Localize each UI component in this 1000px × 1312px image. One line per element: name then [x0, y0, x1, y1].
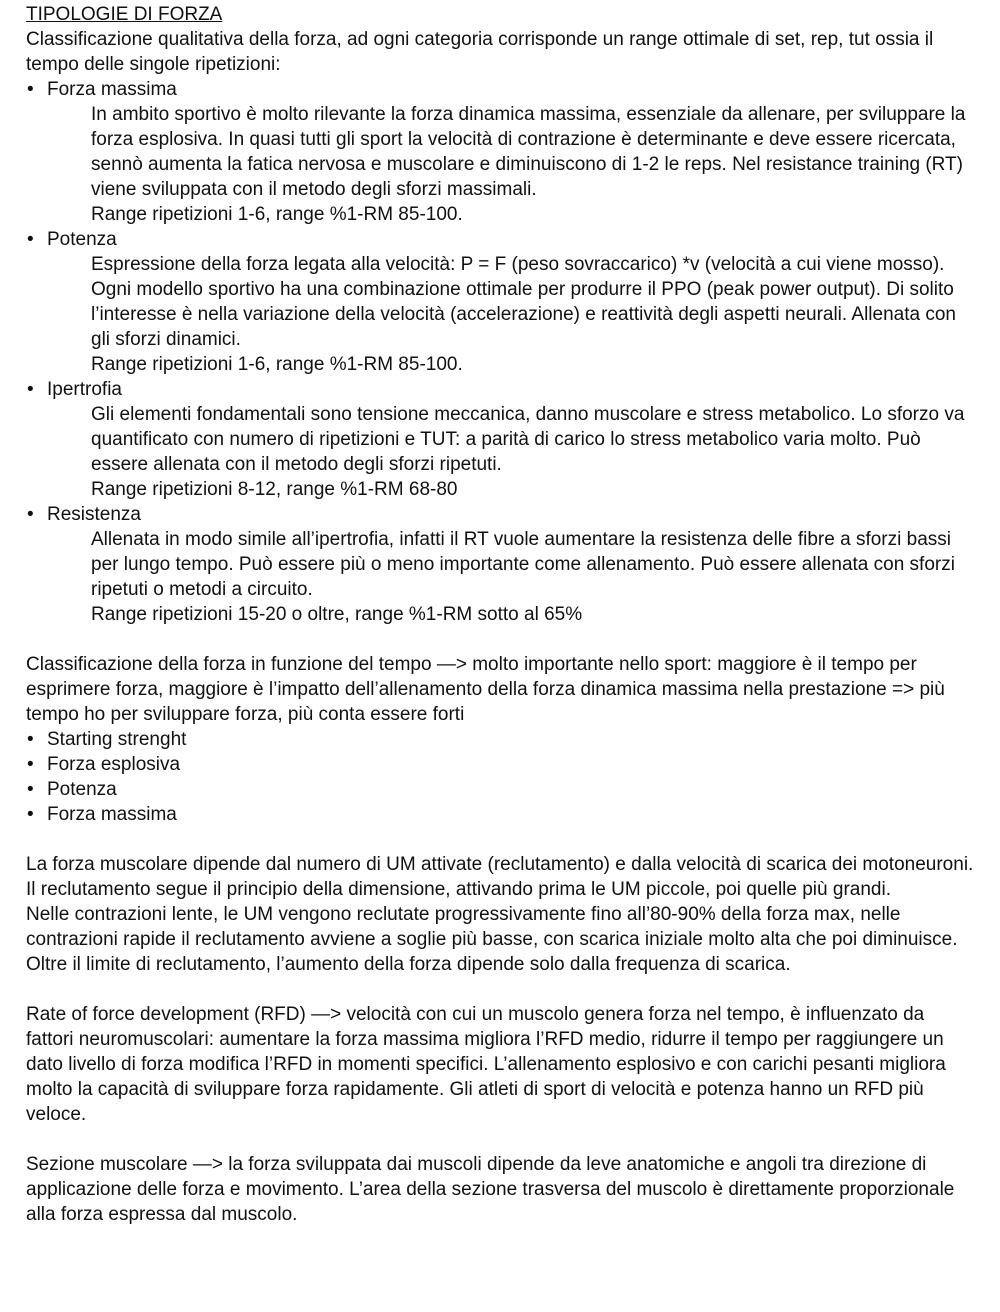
- category-description: Gli elementi fondamentali sono tensione meccanica, danno muscolare e stress metabolico. Lo sforzo va quantificato con numero di ripetizioni e TUT: a parità di carico lo stress metabolico varia molto. Può essere allenata con il metodo degli sforzi ripetuti.: [91, 404, 965, 475]
- spacer: [26, 627, 976, 652]
- category-item-potenza: [26, 227, 976, 377]
- category-item-forza-massima: [26, 77, 976, 227]
- category-name: Forza massima: [47, 79, 177, 100]
- list-item-label: Potenza: [47, 779, 117, 800]
- category-range: Range ripetizioni 1-6, range %1-RM 85-100.: [91, 204, 463, 225]
- list-item: [26, 752, 976, 777]
- document-page: [26, 2, 976, 1227]
- bullet-icon: •: [27, 379, 34, 400]
- bullet-icon: •: [27, 754, 34, 775]
- page-title: TIPOLOGIE DI FORZA: [26, 4, 223, 25]
- category-description: In ambito sportivo è molto rilevante la forza dinamica massima, essenziale da allenare, per sviluppare la forza esplosiva. In quasi tutti gli sport la velocità di contrazione è determinante e deve essere ricercata, sennò aumenta la fatica nervosa e muscolare e diminuiscono di 1-2 le reps. Nel resistance training (RT) viene sviluppata con il metodo degli sforzi massimali.: [91, 104, 966, 200]
- recruitment-detail-paragraph: Nelle contrazioni lente, le UM vengono reclutate progressivamente fino all’80-90% della forza max, nelle contrazioni rapide il reclutamento avviene a soglie più basse, con scarica iniziale molto alta che poi diminuisce. Oltre il limite di reclutamento, l’aumento della forza dipende solo dalla frequenza di scarica.: [26, 904, 958, 975]
- spacer: [26, 977, 976, 1002]
- category-name: Ipertrofia: [47, 379, 122, 400]
- category-body: [47, 252, 976, 377]
- intro-paragraph: Classificazione qualitativa della forza, ad ogni categoria corrisponde un range ottimale di set, rep, tut ossia il tempo delle singole ripetizioni:: [26, 29, 934, 75]
- category-body: [47, 102, 976, 227]
- recruitment-paragraph: La forza muscolare dipende dal numero di UM attivate (reclutamento) e dalla velocità di scarica dei motoneuroni. Il reclutamento segue il principio della dimensione, attivando prima le UM piccole, poi quelle più grandi.: [26, 854, 974, 900]
- category-range: Range ripetizioni 15-20 o oltre, range %1-RM sotto al 65%: [91, 604, 583, 625]
- bullet-icon: •: [27, 804, 34, 825]
- category-body: [47, 527, 976, 627]
- category-description: Allenata in modo simile all’ipertrofia, infatti il RT vuole aumentare la resistenza delle fibre a sforzi bassi per lungo tempo. Può essere più o meno importante come allenamento. Può essere allenata con sforzi ripetuti o metodi a circuito.: [91, 529, 955, 600]
- category-body: [47, 402, 976, 502]
- category-item-resistenza: [26, 502, 976, 627]
- spacer: [26, 1127, 976, 1152]
- list-item: [26, 802, 976, 827]
- bullet-icon: •: [27, 504, 34, 525]
- list-item-label: Starting strenght: [47, 729, 187, 750]
- category-name: Resistenza: [47, 504, 141, 525]
- rfd-paragraph: Rate of force development (RFD) —> velocità con cui un muscolo genera forza nel tempo, è influenzato da fattori neuromuscolari: aumentare la forza massima migliora l’RFD medio, ridurre il tempo per raggiungere un dato livello di forza modifica l’RFD in momenti specifici. L’allenamento esplosivo e con carichi pesanti migliora molto la capacità di sviluppare forza rapidamente. Gli atleti di sport di velocità e potenza hanno un RFD più veloce.: [26, 1004, 946, 1125]
- category-name: Potenza: [47, 229, 117, 250]
- list-item-label: Forza esplosiva: [47, 754, 181, 775]
- category-range: Range ripetizioni 1-6, range %1-RM 85-100.: [91, 354, 463, 375]
- list-item-label: Forza massima: [47, 804, 177, 825]
- category-description: Espressione della forza legata alla velocità: P = F (peso sovraccarico) *v (velocità a cui viene mosso). Ogni modello sportivo ha una combinazione ottimale per produrre il PPO (peak power output). Di solito l’interesse è nella variazione della velocità (accelerazione) e reattività degli aspetti neurali. Allenata con gli sforzi dinamici.: [91, 254, 956, 350]
- list-item: [26, 727, 976, 752]
- category-item-ipertrofia: [26, 377, 976, 502]
- bullet-icon: •: [27, 729, 34, 750]
- bullet-icon: •: [27, 79, 34, 100]
- spacer: [26, 827, 976, 852]
- bullet-icon: •: [27, 229, 34, 250]
- time-classification-paragraph: Classificazione della forza in funzione del tempo —> molto importante nello sport: maggiore è il tempo per esprimere forza, maggiore è l’impatto dell’allenamento della forza dinamica massima nella prestazione => più tempo ho per sviluppare forza, più conta essere forti: [26, 654, 945, 725]
- category-range: Range ripetizioni 8-12, range %1-RM 68-80: [91, 479, 458, 500]
- muscle-section-paragraph: Sezione muscolare —> la forza sviluppata dai muscoli dipende da leve anatomiche e angoli tra direzione di applicazione delle forza e movimento. L’area della sezione trasversa del muscolo è direttamente proporzionale alla forza espressa dal muscolo.: [26, 1154, 955, 1225]
- bullet-icon: •: [27, 779, 34, 800]
- list-item: [26, 777, 976, 802]
